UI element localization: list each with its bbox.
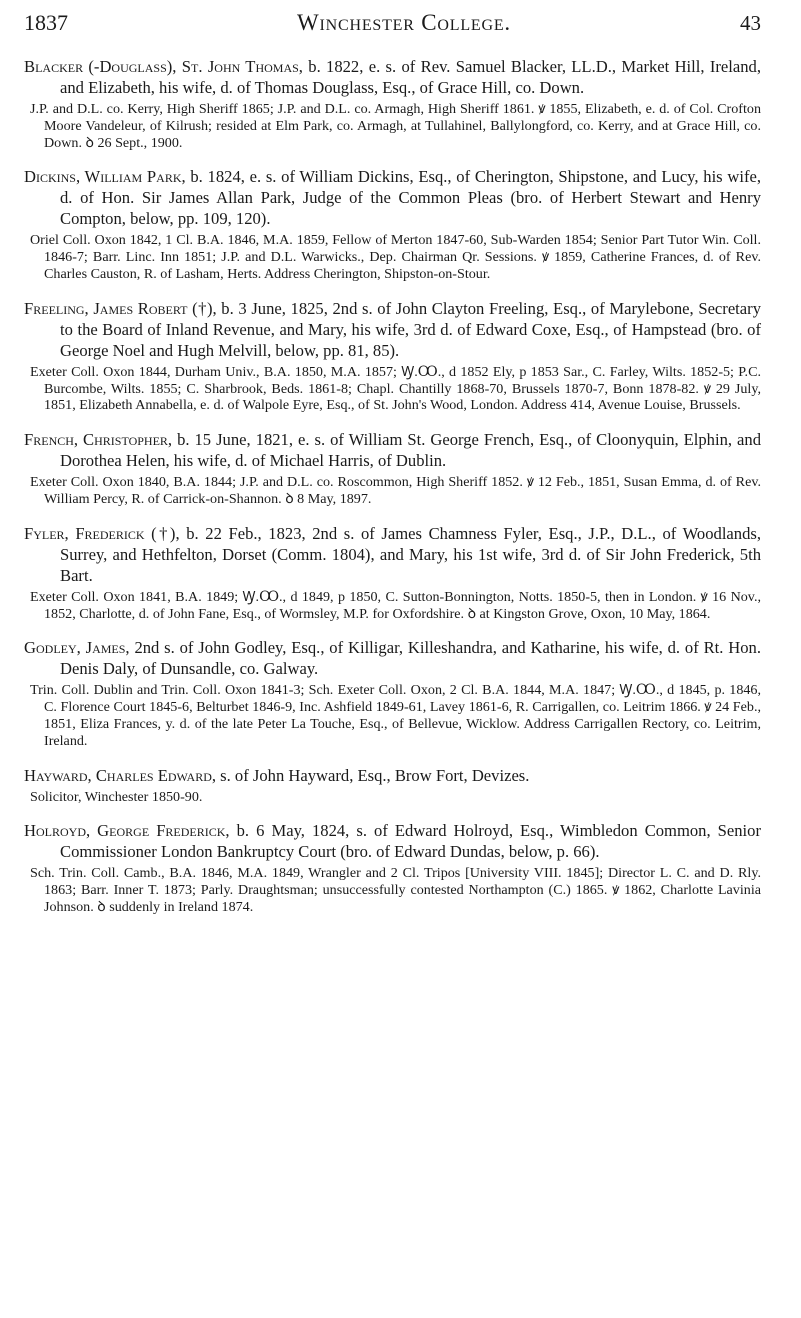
entry-details: Solicitor, Winchester 1850-90. (30, 788, 203, 805)
header-year: 1837 (24, 10, 68, 35)
entry-name: Dickins, William Park, (24, 167, 186, 187)
entry-summary: b. 15 June, 1821, e. s. of William St. George French, Esq., of Cloonyquin, Elphin, and Dorothea Helen, his wife, d. of Michael Harris, of Dublin. (60, 430, 761, 471)
entry-details: Exeter Coll. Oxon 1841, B.A. 1849; Ꝡ.Ꝏ., d 1849, p 1850, C. Sutton-Bonnington, Notts. 1850-5, then in London. ꝟ 16 Nov., 1852, Charlotte, d. of John Fane, Esq., of Wormsley, M.P. for Oxfordshire. ꝺ at Kingston Grove, Oxon, 10 May, 1864. (30, 588, 761, 622)
entry-summary: b. 1822, e. s. of Rev. Samuel Blacker, LL.D., Market Hill, Ireland, and Elizabeth, his wife, d. of Thomas Douglass, Esq., of Grace Hill, co. Down. (60, 57, 762, 97)
running-header (24, 10, 761, 56)
entry-summary: b. 3 June, 1825, 2nd s. of John Clayton Freeling, Esq., of Marylebone, Secretary to the Board of Inland Revenue, and Mary, his wife, 3rd d. of Edward Coxe, Esq., of Hampstead (bro. of George Noel and Hugh Melvill, below, pp. 81, 85). (60, 298, 761, 360)
register-entry (24, 56, 761, 151)
header-title: Winchester College. (297, 10, 511, 35)
entry-summary: 2nd s. of John Godley, Esq., of Killigar, Killeshandra, and Katharine, his wife, d. of Rt. Hon. Denis Daly, of Dunsandle, co. Galway. (60, 638, 761, 679)
entry-details: Sch. Trin. Coll. Camb., B.A. 1846, M.A. 1849, Wrangler and 2 Cl. Tripos [University VIII. 1845]; Director L. C. and D. Rly. 1863; Barr. Inner T. 1873; Parly. Draughtsman; unsuccessfully contested Northampton (C.) 1865. ꝟ 1862, Charlotte Lavinia Johnson. ꝺ suddenly in Ireland 1874. (30, 865, 761, 915)
entry-name: Godley, James, (24, 638, 130, 658)
entry-details: Exeter Coll. Oxon 1840, B.A. 1844; J.P. and D.L. co. Roscommon, High Sheriff 1852. ꝟ 12 Feb., 1851, Susan Emma, d. of Rev. William Percy, R. of Carrick-on-Shannon. ꝺ 8 May, 1897. (30, 474, 761, 507)
page-number: 43 (739, 11, 761, 35)
entry-name: Blacker (-Douglass), St. John Thomas, (24, 57, 303, 76)
register-entry (24, 523, 761, 623)
entry-name: Hayward, Charles Edward, (24, 765, 217, 785)
entry-name: Holroyd, George Frederick, (24, 821, 230, 841)
register-entry (24, 820, 761, 915)
entry-summary: b. 22 Feb., 1823, 2nd s. of James Chamness Fyler, Esq., J.P., D.L., of Woodlands, Surrey, and Hethfelton, Dorset (Comm. 1804), and Mary, his 1st wife, 3rd d. of Sir John Frederick, 5th Bart. (60, 523, 761, 585)
register-entry (24, 298, 761, 414)
register-entry (24, 637, 761, 749)
register-entry (24, 765, 761, 806)
entry-name: Fyler, Frederick (†), (24, 523, 180, 543)
register-entry (24, 429, 761, 508)
entry-name: Freeling, James Robert (†), (24, 298, 217, 318)
entry-details: Oriel Coll. Oxon 1842, 1 Cl. B.A. 1846, M.A. 1859, Fellow of Merton 1847-60, Sub-Warden 1854; Senior Part Tutor Win. Coll. 1846-7; Barr. Linc. Inn 1851; J.P. and D.L. Warwicks., Dep. Chairman Qr. Sessions. ꝟ 1859, Catherine Frances, d. of Rev. Charles Causton, R. of Lasham, Herts. Address Cherington, Shipston-on-Stour. (30, 232, 761, 282)
entry-summary: b. 1824, e. s. of William Dickins, Esq., of Cherington, Shipstone, and Lucy, his wife, d. of Hon. Sir James Allan Park, Judge of the Common Pleas (bro. of Herbert Stewart and Henry Compton, below, pp. 109, 120). (60, 167, 761, 229)
entry-details: Exeter Coll. Oxon 1844, Durham Univ., B.A. 1850, M.A. 1857; Ꝡ.Ꝏ., d 1852 Ely, p 1853 Sar., C. Farley, Wilts. 1852-5; P.C. Burcombe, Wilts. 1855; C. Sharbrook, Beds. 1861-8; Chapl. Chantilly 1868-70, Brussels 1870-7, Bonn 1878-82. ꝟ 29 July, 1851, Elizabeth Annabella, e. d. of Walpole Eyre, Esq., of St. John's Wood, London. Address 414, Avenue Louise, Brussels. (30, 363, 761, 414)
entry-summary: s. of John Hayward, Esq., Brow Fort, Devizes. (216, 765, 530, 785)
register-entry (24, 166, 761, 282)
entry-summary: b. 6 May, 1824, s. of Edward Holroyd, Esq., Wimbledon Common, Senior Commissioner London Bankruptcy Court (bro. of Edward Dundas, below, p. 66). (60, 821, 761, 862)
entry-details: J.P. and D.L. co. Kerry, High Sheriff 1865; J.P. and D.L. co. Armagh, High Sheriff 1861. ꝟ 1855, Elizabeth, e. d. of Col. Crofton Moore Vandeleur, of Kilrush; resided at Elm Park, co. Armagh, at Tullahinel, Ballylongford, co. Kerry, and at Grace Hill, co. Down. ꝺ 26 Sept., 1900. (30, 101, 761, 151)
entry-details: Trin. Coll. Dublin and Trin. Coll. Oxon 1841-3; Sch. Exeter Coll. Oxon, 2 Cl. B.A. 1844, M.A. 1847; Ꝡ.Ꝏ., d 1845, p. 1846, C. Florence Court 1845-6, Belturbet 1846-9, Inc. Ashfield 1849-61, Lavey 1861-6, R. Carrigallen, co. Leitrim 1866. ꝟ 24 Feb., 1851, Eliza Frances, y. d. of the late Peter La Touche, Esq., of Bellevue, Wicklow. Address Carrigallen Rectory, co. Leitrim, Ireland. (30, 682, 761, 749)
entry-name: French, Christopher, (24, 430, 173, 450)
